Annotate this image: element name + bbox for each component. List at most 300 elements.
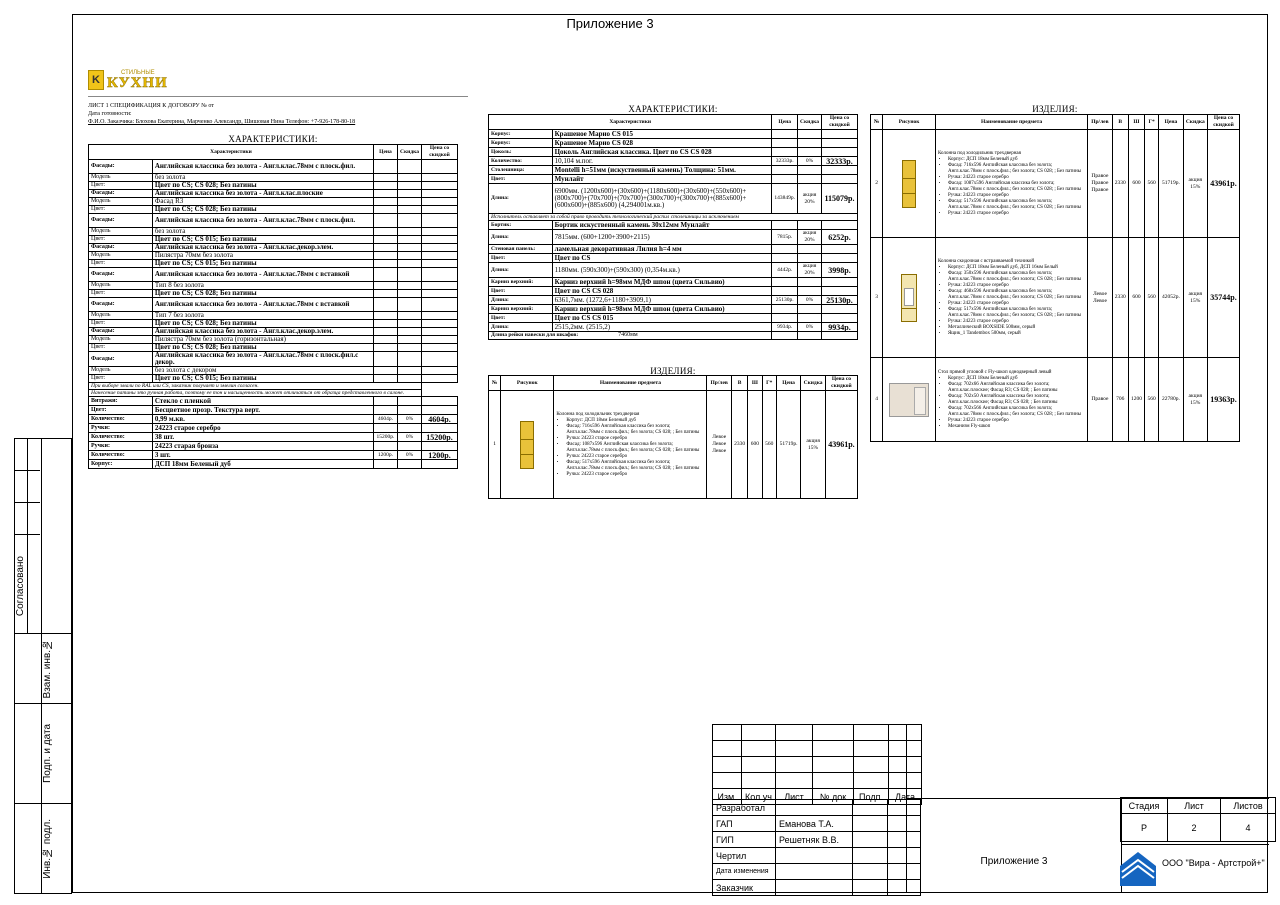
item-number: 4 bbox=[871, 358, 883, 442]
t2b-row-label: Длина: bbox=[489, 296, 553, 305]
logo-mark: K bbox=[88, 70, 104, 90]
t1-row-label: Фасады: bbox=[89, 190, 153, 198]
t1-priced-label: Цвет: bbox=[89, 406, 153, 415]
item-total: 35744р. bbox=[1207, 238, 1239, 358]
t2b-row-value: Карниз верхний h=98мм МДФ шпон (цвета Сильвио) bbox=[552, 305, 772, 314]
t2-row-value: 10,104 м.пог. bbox=[552, 157, 772, 166]
t1-note-ral: При выборе эмали по RAL или CS, заказчик получает и эмелин согласен. bbox=[89, 383, 422, 390]
items-head: Пр/лев bbox=[707, 376, 732, 391]
t2b-row-price bbox=[772, 254, 798, 263]
t1-priced-label: Ручки: bbox=[89, 442, 153, 451]
item-price: 42052р. bbox=[1159, 238, 1183, 358]
t2b-row-label: Длина: bbox=[489, 263, 553, 278]
tb-col-head: Лист bbox=[776, 789, 813, 805]
item-picture bbox=[501, 391, 554, 499]
t1-row-label: Цвет: bbox=[89, 344, 153, 352]
t1-row-label: Фасады: bbox=[89, 298, 153, 312]
item-spec-line: • Металлический BOXSIDE 500мм, серый bbox=[948, 325, 1085, 331]
t2-row-discount bbox=[798, 166, 822, 175]
t2-note: Исполнитель оставляет за собой право проводить технологический распил столешницы за исключением bbox=[489, 214, 858, 221]
t2b-row-value: 6361,7мм. (1272,6+1180+3909,1) bbox=[552, 296, 772, 305]
t1-total: 4604р. bbox=[421, 415, 457, 424]
stage-value: Р bbox=[1121, 814, 1168, 842]
tb-role: Заказчик bbox=[713, 880, 776, 896]
logo-big-text: КУХНИ bbox=[107, 74, 168, 91]
tall-cabinet-icon bbox=[520, 421, 534, 469]
t2b-row-total: 9934р. bbox=[821, 323, 857, 332]
t2b-row-discount: 0% bbox=[798, 296, 822, 305]
items-head: Г* bbox=[762, 376, 776, 391]
t1-total bbox=[421, 424, 457, 433]
tb-sign-row bbox=[713, 832, 921, 848]
characteristics-table-2 bbox=[488, 114, 858, 340]
items-head: Ш bbox=[748, 376, 762, 391]
t1-priced-row bbox=[89, 424, 458, 433]
sheets-head: Листов bbox=[1221, 798, 1276, 814]
t2b-row-discount: акция 20% bbox=[798, 230, 822, 245]
item-depth: 560 bbox=[1145, 238, 1159, 358]
t1-row-value: Цвет по CS; CS 028; Без патины bbox=[152, 206, 373, 214]
tb-person bbox=[776, 800, 853, 816]
t1-row-label: Фасады: bbox=[89, 244, 153, 252]
t2-row-label: Цвет: bbox=[489, 175, 553, 184]
t1-row-value: без золота с декором bbox=[152, 367, 373, 375]
t1-row bbox=[89, 190, 458, 198]
tb-role: ГАП bbox=[713, 816, 776, 832]
items-head: Цена bbox=[776, 376, 801, 391]
spec-header-line1: ЛИСТ 1 СПЕЦИФИКАЦИЯ К ДОГОВОРУ № от bbox=[88, 103, 214, 109]
logo-small-text: СТИЛЬНЫЕ bbox=[121, 69, 155, 76]
t2b-row-label: Длина: bbox=[489, 323, 553, 332]
t2-row bbox=[489, 157, 858, 166]
stage-head: Стадия bbox=[1121, 798, 1168, 814]
t2-row-label: Корпус: bbox=[489, 139, 553, 148]
t2b-row-value: ламельная декоративная Лилия h=4 мм bbox=[552, 245, 772, 254]
item-height: 2330 bbox=[1112, 238, 1128, 358]
t1-price: 15200р. bbox=[374, 433, 398, 442]
t1-priced-row bbox=[89, 406, 458, 415]
items-head: Скидка bbox=[1183, 115, 1207, 130]
t2b-row-label: Длина: bbox=[489, 230, 553, 245]
items-head: Рисунок bbox=[501, 376, 554, 391]
t1-total bbox=[421, 397, 457, 406]
tb-person bbox=[776, 864, 853, 880]
item-spec-line: • Фасад: 716х596 Английская классика без золота; Англ.клас.78мм с плоск.фил.; без золота; CS 028; ; Без патины bbox=[948, 163, 1085, 175]
t1-row-label: Цвет: bbox=[89, 375, 153, 383]
t2-row-total bbox=[821, 130, 857, 139]
t2-row-price: 143849р. bbox=[772, 184, 798, 214]
t1-discount: 0% bbox=[397, 451, 421, 460]
item-row bbox=[871, 130, 1240, 238]
t2b-row-price bbox=[772, 305, 798, 314]
t1-row-value: Английская классика без золота - Англ.клас.декор.элем. bbox=[152, 244, 373, 252]
tall-cabinet-icon bbox=[901, 274, 917, 322]
item-spec-line: • Фасад: 702х50 Английская классика без золота; Англ.клас.плоские; Фасад R3; CS 028; ; Без патины bbox=[948, 394, 1085, 406]
t1-row-label: Модель bbox=[89, 174, 153, 182]
t2b-row bbox=[489, 221, 858, 230]
t1-row bbox=[89, 352, 458, 367]
t2b-row bbox=[489, 287, 858, 296]
t2b-row-price bbox=[772, 287, 798, 296]
spec-header-line3: Ф.И.О. Заказчика: Блохова Екатерина, Марченко Александр, Шишовая Нина Телефон: +7-926-178-80-18 bbox=[88, 119, 356, 125]
t2b-row-label: Цвет: bbox=[489, 287, 553, 296]
t2b-row-value: Бортик искуственный камень 30х12мм Мунлайт bbox=[552, 221, 772, 230]
tb-col-head: Кол.уч bbox=[742, 789, 776, 805]
item-spec-line: • Ручка: 24223 старое серебро bbox=[566, 454, 704, 460]
item-price: 22780р. bbox=[1159, 358, 1183, 442]
t2b-row-value: Цвет по CS CS 028 bbox=[552, 287, 772, 296]
t2-head-disc: Скидка bbox=[798, 115, 822, 130]
t1-row-label: Фасады: bbox=[89, 214, 153, 228]
t2-row-discount bbox=[798, 175, 822, 184]
t1-row bbox=[89, 367, 458, 375]
item-side: Левое Левое Левое bbox=[707, 391, 732, 499]
t1-row-value: Цвет по CS; CS 028; Без патины bbox=[152, 182, 373, 190]
item-spec-line: • Ручка: 24223 старое серебро bbox=[948, 418, 1085, 424]
t2b-row bbox=[489, 305, 858, 314]
t1-price bbox=[374, 424, 398, 433]
t1-row-value: Цвет по CS; CS 015; Без патины bbox=[152, 260, 373, 268]
t1-row-value: Английская классика без золота - Англ.клас.декор.элем. bbox=[152, 328, 373, 336]
t1-row bbox=[89, 160, 458, 174]
tb-col-head: Дата bbox=[889, 789, 922, 805]
t1-head-total: Цена со скидкой bbox=[421, 145, 457, 160]
table-cabinet-icon bbox=[889, 383, 929, 417]
t1-row-value: Тип 7 без золота bbox=[152, 312, 373, 320]
t2-row-total bbox=[821, 166, 857, 175]
item-spec-line: • Ручка: 24223 старое серебро bbox=[948, 211, 1085, 217]
item-total: 43961р. bbox=[825, 391, 857, 499]
t1-row bbox=[89, 206, 458, 214]
sheets-value: 4 bbox=[1221, 814, 1276, 842]
items-head: Цена со скидкой bbox=[1207, 115, 1239, 130]
t1-priced-row bbox=[89, 397, 458, 406]
page-title: Приложение 3 bbox=[566, 16, 654, 31]
t1-total bbox=[421, 406, 457, 415]
t1-price: 4604р. bbox=[374, 415, 398, 424]
item-spec-line: • Ручка: 24223 старое серебро bbox=[948, 193, 1085, 199]
t1-price bbox=[374, 442, 398, 451]
t1-row-label: Цвет: bbox=[89, 236, 153, 244]
item-total: 43961р. bbox=[1207, 130, 1239, 238]
t1-row-value: Пилястра 70мм без золота (горизонтальная) bbox=[152, 336, 373, 344]
tb-sign-row bbox=[713, 848, 921, 864]
item-spec-line: • Фасад: 350х596 Английская классика без золота; Англ.клас.78мм с плоск.фил.; без золота; CS 028; ; Без патины bbox=[948, 271, 1085, 283]
t1-discount bbox=[397, 397, 421, 406]
items-head: № bbox=[489, 376, 501, 391]
item-row bbox=[871, 358, 1240, 442]
t2b-row-price bbox=[772, 245, 798, 254]
t1-priced-value: ДСП 18мм Беленый дуб bbox=[152, 460, 373, 469]
t1-priced-label: Корпус: bbox=[89, 460, 153, 469]
item-price: 51719р. bbox=[1159, 130, 1183, 238]
t1-discount bbox=[397, 442, 421, 451]
tb-role: ГИП bbox=[713, 832, 776, 848]
t1-row-value: Английская классика без золота - Англ.клас.78мм с вставкой bbox=[152, 268, 373, 282]
t2-row-price bbox=[772, 148, 798, 157]
t2-row-label: Столешница: bbox=[489, 166, 553, 175]
item-width: 600 bbox=[1128, 130, 1144, 238]
t2-head-price: Цена bbox=[772, 115, 798, 130]
t1-total: 1200р. bbox=[421, 451, 457, 460]
t2b-row-label: Цвет: bbox=[489, 314, 553, 323]
t2-row bbox=[489, 166, 858, 175]
tb-sign-row bbox=[713, 864, 921, 880]
t2-row-price: 32333р. bbox=[772, 157, 798, 166]
t1-row-value: Цвет по CS; CS 028; Без патины bbox=[152, 290, 373, 298]
t1-price: 1200р. bbox=[374, 451, 398, 460]
t2b-row-value: 2515,2мм. (2515,2) bbox=[552, 323, 772, 332]
t2b-row-label: Стеновая панель: bbox=[489, 245, 553, 254]
characteristics-table-1 bbox=[88, 144, 458, 469]
item-discount: акция 15% bbox=[801, 391, 826, 499]
tb-col-head: № док bbox=[813, 789, 854, 805]
t1-head-price: Цена bbox=[374, 145, 398, 160]
items-head: Ш bbox=[1128, 115, 1144, 130]
item-number: 3 bbox=[871, 238, 883, 358]
t1-total bbox=[421, 442, 457, 451]
t2b-row-label: Цвет: bbox=[489, 254, 553, 263]
tb-role: Чертил bbox=[713, 848, 776, 864]
t2b-row-total bbox=[821, 314, 857, 323]
t1-row-value: Английская классика без золота - Англ.клас.плоские bbox=[152, 190, 373, 198]
tb-sign-row bbox=[713, 880, 921, 896]
strip-label-approved: Согласовано bbox=[15, 555, 26, 617]
t2-row-value: 6900мм. (1200х600)+(30х600)+(1180х600)+(30х600)+(550х600)+(800х700)+(70х700)+(70х700)+(300х700)+(300х700)+(885х600)+(600х600)+(885х600) (4,294001м.кв.) bbox=[552, 184, 772, 214]
t1-discount bbox=[397, 460, 421, 469]
item-description bbox=[935, 130, 1087, 238]
strip-label-replace-inv: Взам. инв.№ bbox=[42, 638, 53, 699]
t1-priced-label: Ручки: bbox=[89, 424, 153, 433]
t1-row-value: Цвет по CS; CS 028; Без патины bbox=[152, 344, 373, 352]
t2-row bbox=[489, 130, 858, 139]
item-spec-line: • Ручка: 24223 старое серебро bbox=[948, 175, 1085, 181]
t2b-row-price bbox=[772, 278, 798, 287]
item-height: 2330 bbox=[1112, 130, 1128, 238]
t2-row-value: Цоколь Английская классика. Цвет по CS CS 028 bbox=[552, 148, 772, 157]
item-spec-line: • Фасад: 468х596 Английская классика без золота; Англ.клас.78мм с плоск.фил.; без золота; CS 028; ; Без патины bbox=[948, 289, 1085, 301]
t2b-row-value: Цвет по CS CS 015 bbox=[552, 314, 772, 323]
t2-row-discount: акция 20% bbox=[798, 184, 822, 214]
item-spec-line: • Корпус: ДСП 18мм Беленый дуб bbox=[948, 376, 1085, 382]
t1-row bbox=[89, 312, 458, 320]
items-head: Скидка bbox=[801, 376, 826, 391]
t2b-row bbox=[489, 296, 858, 305]
tb-sign-row bbox=[713, 816, 921, 832]
t2-row bbox=[489, 184, 858, 214]
t1-priced-row bbox=[89, 460, 458, 469]
t2b-row-total bbox=[821, 305, 857, 314]
t2-row-discount bbox=[798, 139, 822, 148]
item-spec-line: • Корпус: ДСП 18мм Беленый дуб, ДСП 16мм Белый bbox=[948, 265, 1085, 271]
t1-priced-row bbox=[89, 451, 458, 460]
tb-person bbox=[776, 880, 853, 896]
t1-row bbox=[89, 375, 458, 383]
t1-row-label: Модель bbox=[89, 252, 153, 260]
sheet-value: 2 bbox=[1168, 814, 1221, 842]
tb-person bbox=[776, 848, 853, 864]
spec-header-line2: Дата готовности: bbox=[88, 111, 132, 117]
item-spec-line: • Корпус: ДСП 18мм Беленый дуб bbox=[948, 157, 1085, 163]
t2-row-discount bbox=[798, 130, 822, 139]
t1-row-value: Английская классика без золота - Англ.клас.78мм с плоск.фил. bbox=[152, 214, 373, 228]
items-mid-title: ИЗДЕЛИЯ: bbox=[650, 366, 696, 376]
t2b-row bbox=[489, 254, 858, 263]
t1-row-value: Английская классика без золота - Англ.клас.78мм с вставкой bbox=[152, 298, 373, 312]
item-description bbox=[554, 391, 707, 499]
t2-row-price bbox=[772, 139, 798, 148]
t2-row-label: Цоколь: bbox=[489, 148, 553, 157]
t1-row-value: Цвет по CS; CS 015; Без патины bbox=[152, 236, 373, 244]
item-spec-line: • Фасад: 1087х596 Английская классика без золота; Англ.клас.78мм с плоск.фил.; без золота; CS 028; ; Без патины bbox=[566, 442, 704, 454]
items-head: Цена bbox=[1159, 115, 1183, 130]
t1-head-disc: Скидка bbox=[397, 145, 421, 160]
t1-priced-row bbox=[89, 433, 458, 442]
item-spec-line: • Ручка: 24223 старое серебро bbox=[948, 301, 1085, 307]
item-description bbox=[935, 358, 1087, 442]
strip-grid bbox=[14, 438, 40, 633]
company-logo-icon bbox=[1120, 846, 1156, 886]
t2b-row-discount bbox=[798, 287, 822, 296]
t2b-row-value: Карниз верхний h=98мм МДФ шпон (цвета Сильвио) bbox=[552, 278, 772, 287]
item-spec-line: • Фасад: 702х566 Английская классика без золота; Англ.клас.78мм с плоск.фил.; без золота; CS 028; ; Без патины bbox=[948, 406, 1085, 418]
items-table-middle bbox=[488, 375, 858, 499]
items-table-right bbox=[870, 114, 1240, 442]
t2b-row-label: Карниз верхний: bbox=[489, 278, 553, 287]
t2b-row bbox=[489, 323, 858, 332]
t2-row-value: Крашеное Марио CS 015 bbox=[552, 130, 772, 139]
t1-row-label: Модель bbox=[89, 228, 153, 236]
items-head: Пр/лев bbox=[1088, 115, 1112, 130]
item-title: Колонна скидочная с встраиваемой техникой bbox=[937, 258, 1035, 264]
t1-row-label: Модель bbox=[89, 336, 153, 344]
tb-role: Разработал bbox=[713, 800, 776, 816]
t2-row-discount: 0% bbox=[798, 157, 822, 166]
t2-row bbox=[489, 139, 858, 148]
item-picture bbox=[883, 130, 936, 238]
t1-priced-value: 0,99 м.кв. bbox=[152, 415, 373, 424]
t1-row-label: Модель bbox=[89, 312, 153, 320]
t1-price bbox=[374, 397, 398, 406]
company-name: ООО "Вира - Артстрой+" bbox=[1162, 858, 1265, 868]
t1-row-label: Фасады: bbox=[89, 160, 153, 174]
t1-total: 15200р. bbox=[421, 433, 457, 442]
t2-row-total: 115079р. bbox=[821, 184, 857, 214]
t2-row-total bbox=[821, 139, 857, 148]
t2b-row-discount bbox=[798, 254, 822, 263]
item-spec-line: • Корпус: ДСП 18мм Беленый дуб bbox=[566, 418, 704, 424]
item-width: 600 bbox=[748, 391, 762, 499]
title-block-signatures bbox=[712, 799, 921, 896]
t2b-row-discount bbox=[798, 245, 822, 254]
item-side: Правое Правое Правое bbox=[1088, 130, 1112, 238]
t1-row bbox=[89, 282, 458, 290]
t2-row-label: Длина: bbox=[489, 184, 553, 214]
t1-row-value: Пилястра 70мм без золота bbox=[152, 252, 373, 260]
t1-row-label: Цвет: bbox=[89, 182, 153, 190]
rail-length-value: 7460мм bbox=[618, 332, 638, 338]
items-head: Рисунок bbox=[883, 115, 936, 130]
t1-title: ХАРАКТЕРИСТИКИ: bbox=[228, 134, 318, 144]
t1-row-label: Фасады: bbox=[89, 268, 153, 282]
t1-row bbox=[89, 228, 458, 236]
t2-row-price bbox=[772, 166, 798, 175]
item-discount: акция 15% bbox=[1183, 130, 1207, 238]
t1-total bbox=[421, 460, 457, 469]
item-spec-line: • Ручка: 24223 старое серебро bbox=[566, 472, 704, 478]
t1-row-value: Английская классика без золота - Англ.клас.78мм с плоск.фил. bbox=[152, 160, 373, 174]
item-width: 1200 bbox=[1128, 358, 1144, 442]
t2b-row bbox=[489, 230, 858, 245]
item-title: Стол прямой угловой с Fly-шкоп однодверный левый bbox=[937, 369, 1052, 375]
tall-cabinet-icon bbox=[902, 160, 916, 208]
t2b-row-discount: акция 20% bbox=[798, 263, 822, 278]
t1-row bbox=[89, 298, 458, 312]
t1-row bbox=[89, 198, 458, 206]
item-spec-line: • Механизм Fly-шкоп bbox=[948, 424, 1085, 430]
t1-row bbox=[89, 290, 458, 298]
item-spec-line: • Ручка: 24223 старое серебро bbox=[948, 283, 1085, 289]
item-side: Левое Левое bbox=[1088, 238, 1112, 358]
t2-row-label: Количество: bbox=[489, 157, 553, 166]
t1-row bbox=[89, 214, 458, 228]
header-rule bbox=[88, 96, 468, 97]
t2-head-total: Цена со скидкой bbox=[821, 115, 857, 130]
t1-row bbox=[89, 174, 458, 182]
tb-person: Еманова Т.А. bbox=[776, 816, 853, 832]
item-spec-line: • Ящик_1 Tandembox 500мм, серый bbox=[948, 331, 1085, 337]
item-number: 1 bbox=[489, 391, 501, 499]
t1-priced-value: Бесцветное прозр. Текстура верт. bbox=[152, 406, 373, 415]
t2b-row-total: 6252р. bbox=[821, 230, 857, 245]
item-row bbox=[489, 391, 858, 499]
item-depth: 560 bbox=[762, 391, 776, 499]
t2b-row-total: 25130р. bbox=[821, 296, 857, 305]
items-head: № bbox=[871, 115, 883, 130]
t2-head-char: Характеристики bbox=[489, 115, 772, 130]
t1-priced-value: Стекло с пленкой bbox=[152, 397, 373, 406]
item-spec-line: • Ручка: 24223 старое серебро bbox=[948, 319, 1085, 325]
t1-priced-row bbox=[89, 415, 458, 424]
t1-row bbox=[89, 244, 458, 252]
t1-priced-value: 24223 старое серебро bbox=[152, 424, 373, 433]
title-block-stage bbox=[1120, 797, 1276, 842]
t2-row-value: Montelli h=51мм (искуственный камень) Толщина: 51мм. bbox=[552, 166, 772, 175]
t1-row bbox=[89, 336, 458, 344]
item-picture bbox=[883, 358, 936, 442]
t1-price bbox=[374, 406, 398, 415]
t1-row-label: Фасады: bbox=[89, 352, 153, 367]
t1-row bbox=[89, 260, 458, 268]
item-title: Колонна под холодильник трехдверная bbox=[937, 150, 1021, 156]
item-discount: акция 15% bbox=[1183, 358, 1207, 442]
t2b-row-price bbox=[772, 221, 798, 230]
t1-row-value: Тип 8 без золота bbox=[152, 282, 373, 290]
t2b-row-value: Цвет по CS bbox=[552, 254, 772, 263]
t1-discount: 0% bbox=[397, 433, 421, 442]
t1-row-label: Цвет: bbox=[89, 206, 153, 214]
item-picture bbox=[883, 238, 936, 358]
t2b-row-total bbox=[821, 221, 857, 230]
t2b-row-discount: 0% bbox=[798, 323, 822, 332]
t1-priced-label: Количество: bbox=[89, 451, 153, 460]
item-spec-line: • Фасад: 517х596 Английская классика без золота; Англ.клас.78мм с плоск.фил.; без золота; CS 028; ; Без патины bbox=[566, 460, 704, 472]
item-row bbox=[871, 238, 1240, 358]
t1-row bbox=[89, 252, 458, 260]
item-depth: 560 bbox=[1145, 130, 1159, 238]
t2b-row-discount bbox=[798, 221, 822, 230]
items-head: Наименование предмета bbox=[935, 115, 1087, 130]
